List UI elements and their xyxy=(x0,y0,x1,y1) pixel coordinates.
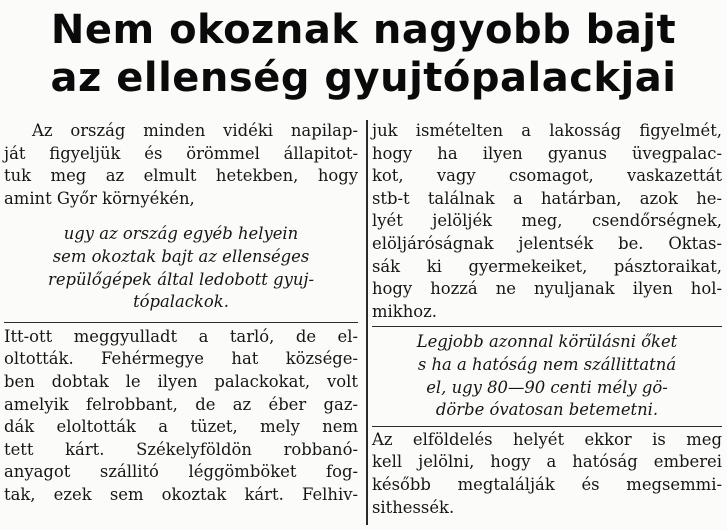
body-line: tett kárt. Székelyföldön robbanó- xyxy=(4,439,358,459)
body-line: anyagot szállitó léggömböket fog- xyxy=(4,462,358,482)
intro-paragraph xyxy=(4,120,358,210)
italic-line: s ha a hatóság nem szállittatná xyxy=(417,354,677,374)
body-line: lyét jelöljék meg, csendőrségnek, xyxy=(372,211,722,231)
body-line: kot, vagy csomagot, vaskazettát xyxy=(372,166,722,186)
right-column xyxy=(372,120,722,519)
body-line: mikhoz. xyxy=(372,301,437,321)
closing-line: kell jelölni, hogy a hatóság emberei xyxy=(372,452,722,472)
body-paragraph-right xyxy=(372,120,722,323)
body-line: ben dobtak le ilyen palackokat, volt xyxy=(4,371,358,391)
italic-line: sem okoztak bajt az ellenséges xyxy=(52,246,310,266)
body-line: dák eloltották a tüzet, mely nem xyxy=(4,417,358,437)
closing-paragraph xyxy=(372,429,722,519)
body-line: tak, ezek sem okoztak kárt. Felhiv- xyxy=(4,484,358,504)
closing-line: Az elföldelés helyét ekkor is meg xyxy=(372,429,722,449)
body-line: Itt-ott meggyulladt a tarló, de el- xyxy=(4,326,358,346)
body-line: amelyik felrobbant, de az éber gaz- xyxy=(4,394,358,414)
body-line: sák ki gyermekeiket, pásztoraikat, xyxy=(372,256,722,276)
intro-line: Az ország minden vidéki napilap- xyxy=(32,121,358,140)
body-line: stb-t találnak a határban, azok he- xyxy=(372,188,722,208)
italic-line: dörbe óvatosan betemetni. xyxy=(435,400,659,420)
italic-line: Legjobb azonnal körülásni őket xyxy=(416,332,678,352)
intro-line: amint Győr környékén, xyxy=(4,188,195,208)
column-divider xyxy=(366,120,368,525)
headline-line-1: Nem okoznak nagyobb bajt xyxy=(50,7,677,53)
italic-quote-left xyxy=(4,223,358,313)
article-headline xyxy=(0,6,727,102)
intro-line: tuk meg az elmult hetekben, hogy xyxy=(4,166,358,186)
body-line: juk ismételten a lakosság figyelmét, xyxy=(372,121,722,140)
body-line: oltották. Fehérmegye hat községe- xyxy=(4,349,358,369)
body-paragraph-left xyxy=(4,326,358,507)
italic-line: repülőgépek által ledobott gyuj- xyxy=(47,269,315,289)
left-column xyxy=(4,120,358,507)
italic-line: tópalackok. xyxy=(133,292,229,312)
body-line: elöljáróságnak jelentsék be. Oktas- xyxy=(372,233,722,253)
closing-line: sithessék. xyxy=(372,497,455,517)
italic-line: el, ugy 80—90 centi mély gö- xyxy=(426,377,668,397)
intro-line: ját figyeljük és örömmel állapitot- xyxy=(4,143,358,163)
headline-line-2: az ellenség gyujtópalackjai xyxy=(50,55,677,101)
italic-quote-right xyxy=(372,331,722,421)
body-line: hogy hozzá ne nyuljanak ilyen hol- xyxy=(372,279,722,299)
closing-line: később megtalálják és megsemmi- xyxy=(372,474,722,494)
body-line: hogy ha ilyen gyanus üvegpalac- xyxy=(372,143,722,163)
italic-line: ugy az ország egyéb helyein xyxy=(63,224,299,244)
